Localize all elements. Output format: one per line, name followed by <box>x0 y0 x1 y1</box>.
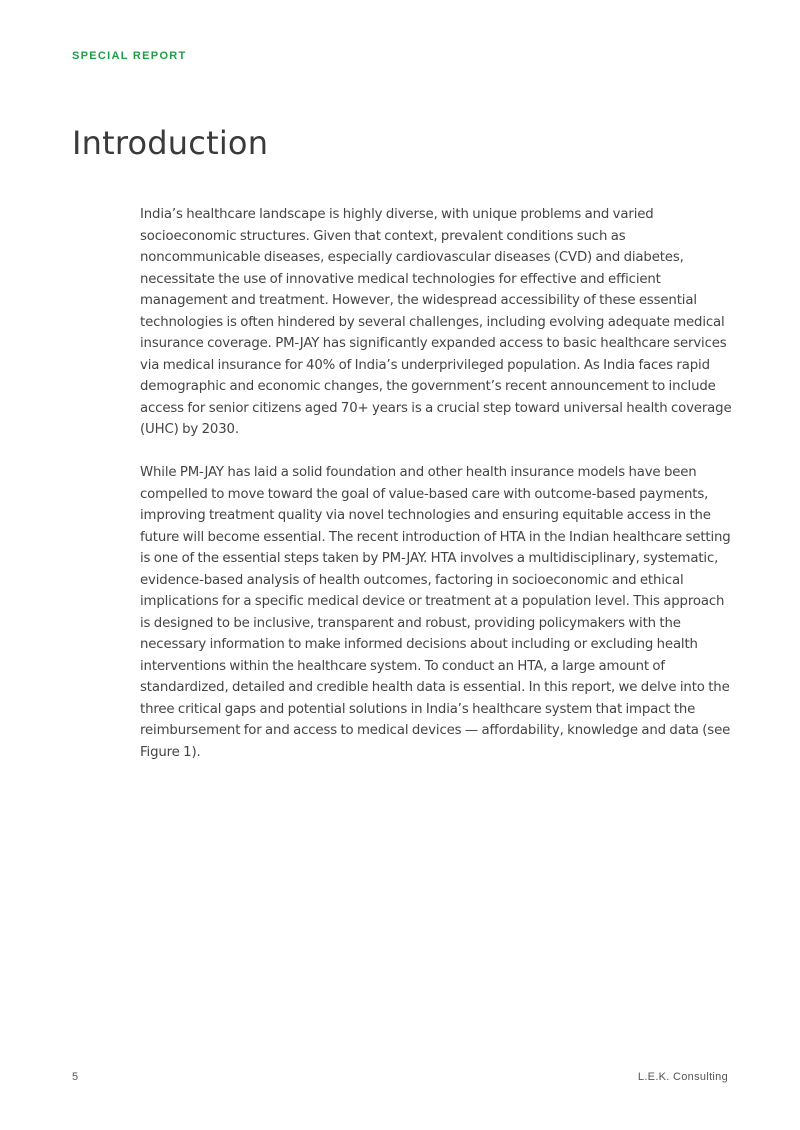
page-title: Introduction <box>72 124 269 162</box>
paragraph-intro: India’s healthcare landscape is highly diverse, with unique problems and varied socioeconomic structures. Given that context, prevalent conditions such as noncommunicable diseases, especially cardiovascular diseases (CVD) and diabetes, necessitate the use of innovative medical technologies for effective and efficient management and treatment. However, the widespread accessibility of these essential technologies is often hindered by several challenges, including evolving adequate medical insurance coverage. PM-JAY has significantly expanded access to basic healthcare services via medical insurance for 40% of India’s underprivileged population. As India faces rapid demographic and economic changes, the government’s recent announcement to include access for senior citizens aged 70+ years is a crucial step toward universal health coverage (UHC) by 2030. <box>140 207 732 437</box>
body-text <box>140 204 732 785</box>
page-number: 5 <box>72 1071 79 1083</box>
section-label: SPECIAL REPORT <box>72 50 187 62</box>
paragraph-hta: While PM-JAY has laid a solid foundation and other health insurance models have been compelled to move toward the goal of value-based care with outcome-based payments, improving treatment quality via novel technologies and ensuring equitable access in the future will become essential. The recent introduction of HTA in the Indian healthcare setting is one of the essential steps taken by PM-JAY. HTA involves a multidisciplinary, systematic, evidence-based analysis of health outcomes, factoring in socioeconomic and ethical implications for a specific medical device or treatment at a population level. This approach is designed to be inclusive, transparent and robust, providing policymakers with the necessary information to make informed decisions about including or excluding health interventions within the healthcare system. To conduct an HTA, a large amount of standardized, detailed and credible health data is essential. In this report, we delve into the three critical gaps and potential solutions in India’s healthcare system that impact the reimbursement for and access to medical devices — affordability, knowledge and data (see Figure 1). <box>140 465 731 760</box>
footer-brand: L.E.K. Consulting <box>637 1071 728 1083</box>
